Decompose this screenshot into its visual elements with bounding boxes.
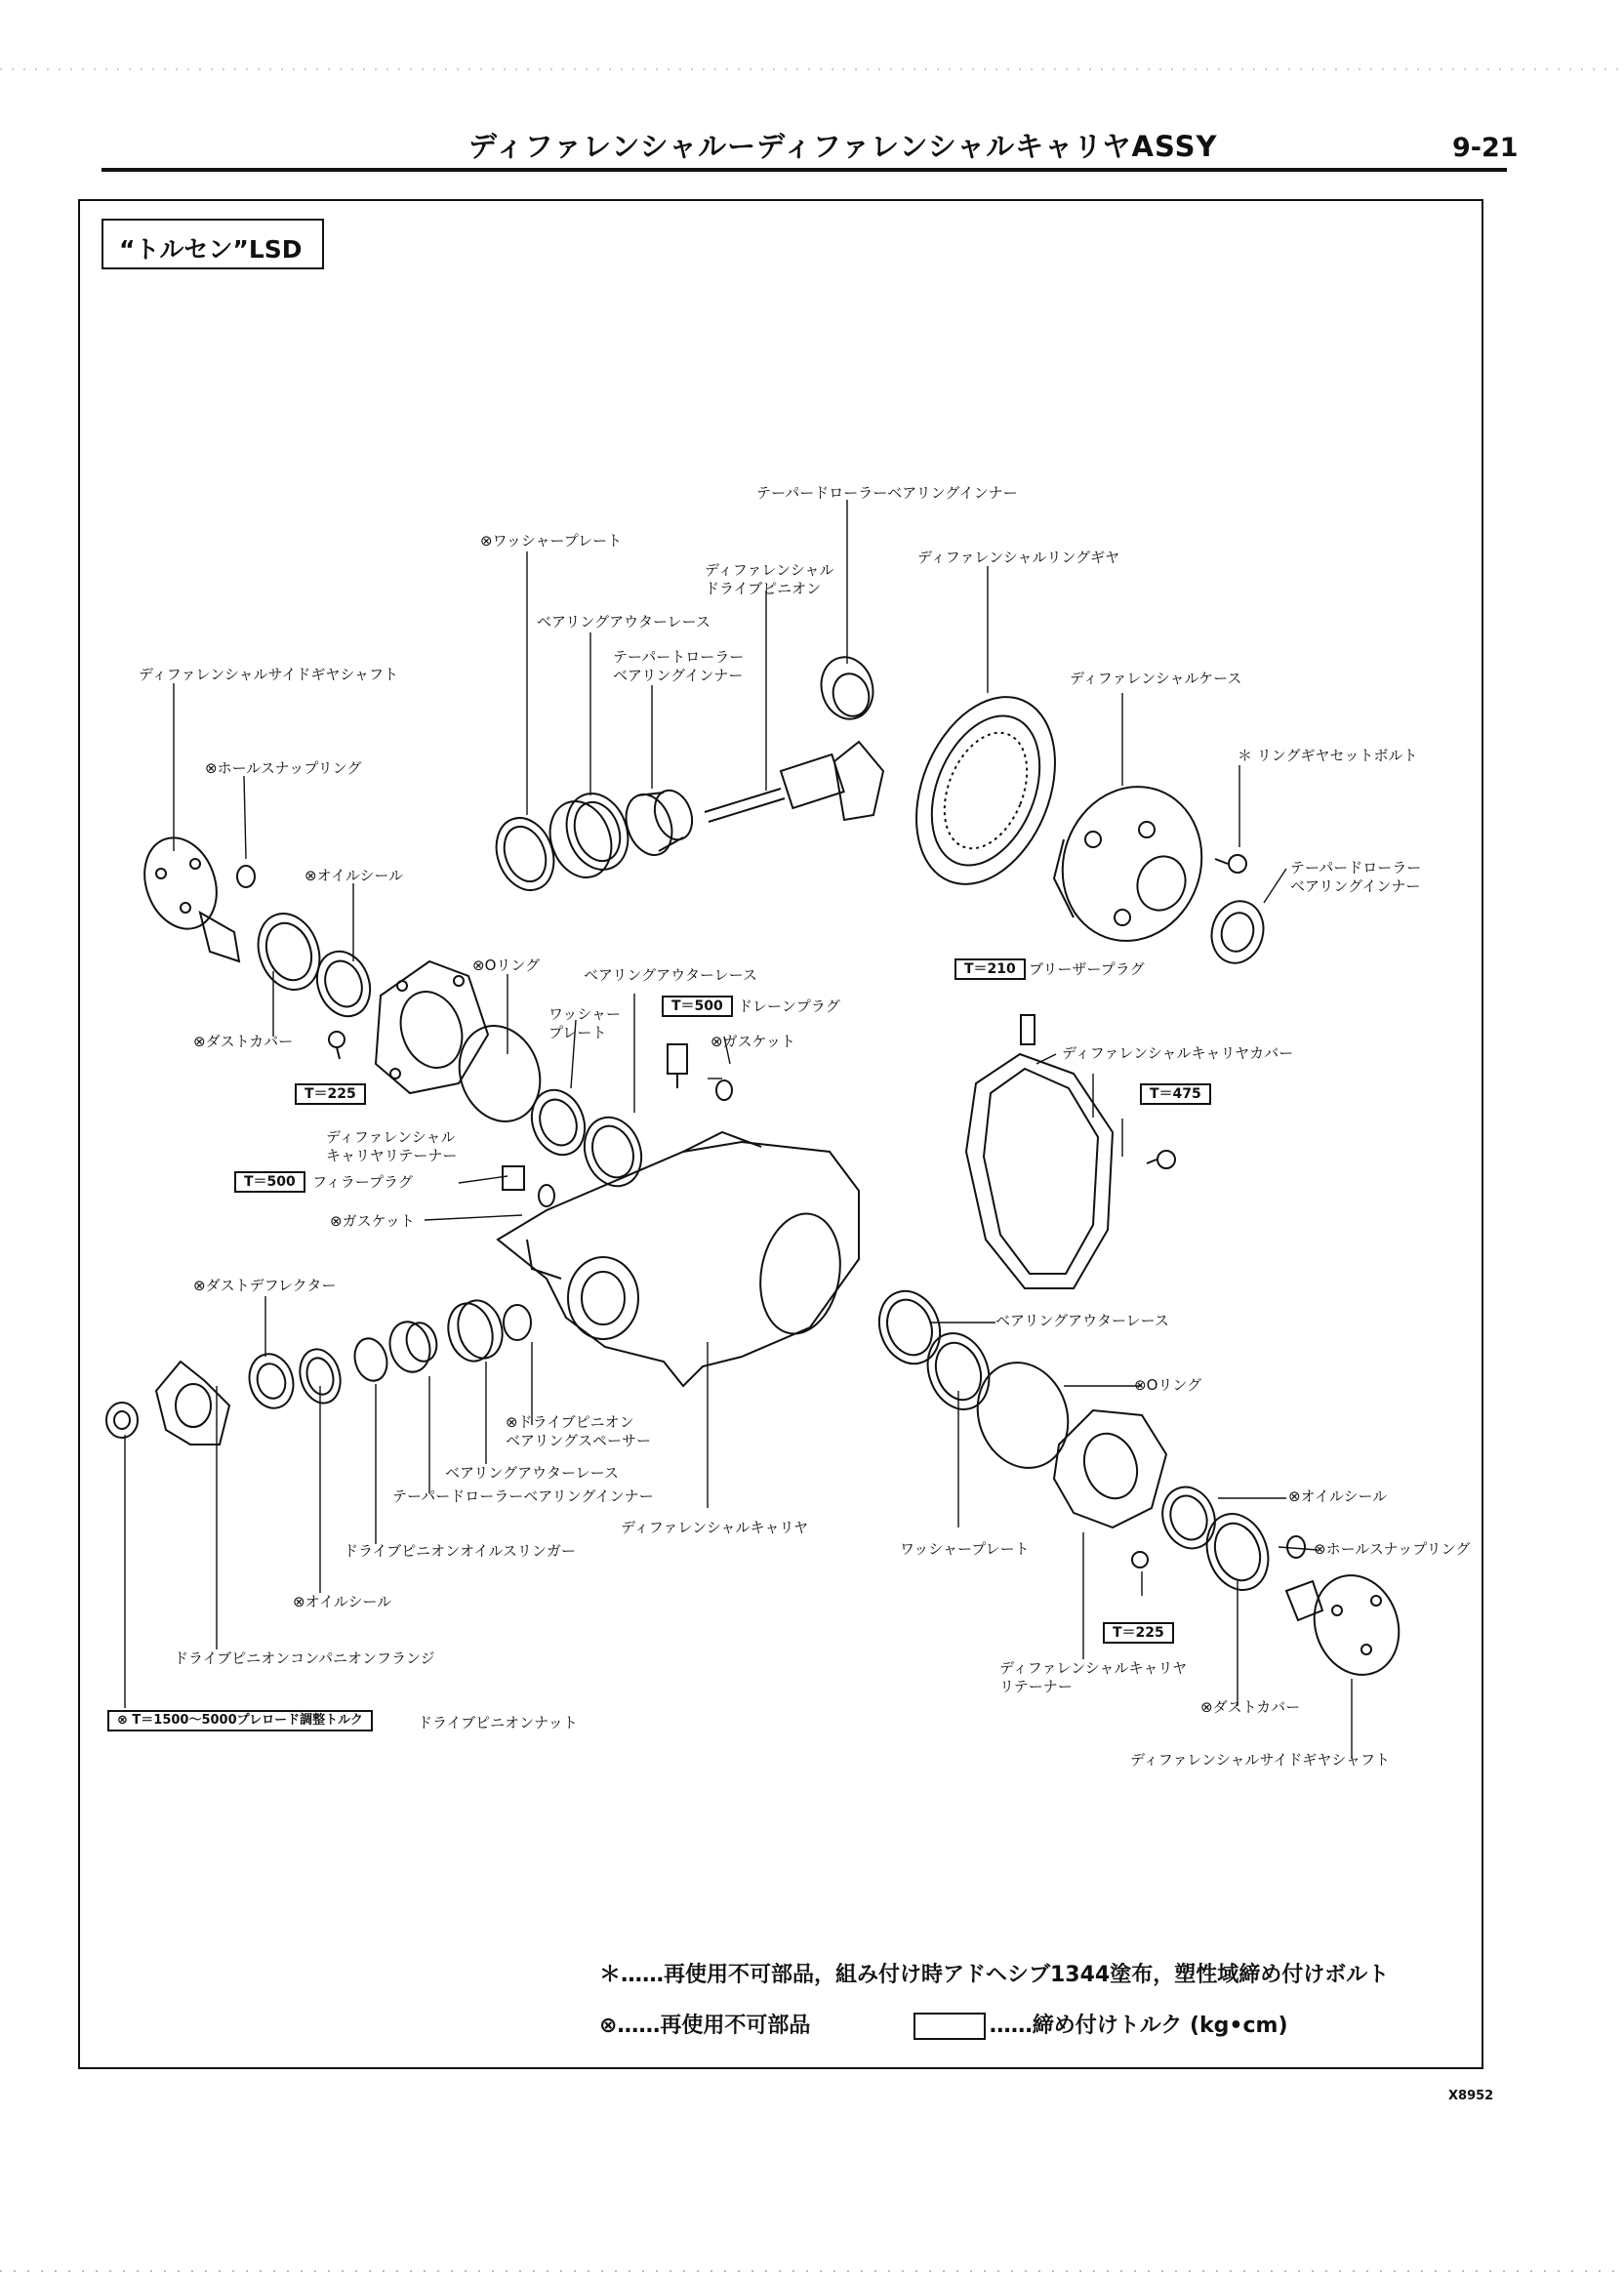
taper-roller-bearing-case bbox=[1205, 895, 1271, 968]
drain-plug bbox=[668, 1044, 687, 1088]
label-gasket-filler: ⊗ガスケット bbox=[330, 1212, 415, 1230]
page-number: 9-21 bbox=[1452, 133, 1519, 163]
bearing-outer-race-top bbox=[540, 785, 638, 886]
label-washer-plate-low: ワッシャープレート bbox=[900, 1540, 1030, 1558]
page-title: ディファレンシャルーディファレンシャルキャリヤASSY bbox=[468, 130, 1218, 163]
filler-plug bbox=[503, 1166, 524, 1190]
torque-retainer-left: T＝225 bbox=[295, 1083, 366, 1105]
label-taper-roller-inner-right: テーパードローラー ベアリングインナー bbox=[1290, 859, 1422, 895]
dust-deflector bbox=[244, 1349, 300, 1412]
label-oil-slinger: ドライブピニオンオイルスリンガー bbox=[344, 1542, 576, 1560]
label-taper-roller-inner-pinion: テーパードローラーベアリングインナー bbox=[756, 484, 1018, 502]
legend-line-1: ＊……再使用不可部品，組み付け時アドヘシブ1344塗布，塑性域締め付けボルト bbox=[599, 1963, 1390, 1987]
torque-breather-plug: T＝210 bbox=[954, 958, 1026, 980]
torque-retainer-right: T＝225 bbox=[1103, 1622, 1174, 1644]
pinion-bearing-spacer bbox=[504, 1305, 531, 1340]
torque-preload bbox=[107, 1710, 373, 1731]
label-hole-snap-ring-right: ⊗ホールスナップリング bbox=[1314, 1540, 1471, 1558]
legend-torque-box bbox=[914, 2013, 986, 2040]
label-carrier-retainer-left: ディファレンシャル キャリヤリテーナー bbox=[326, 1128, 458, 1164]
label-o-ring-right: ⊗Oリング bbox=[1134, 1376, 1202, 1394]
breather-plug bbox=[1021, 1015, 1035, 1044]
label-diff-case: ディファレンシャルケース bbox=[1070, 670, 1242, 687]
hole-snap-ring-right bbox=[1287, 1536, 1305, 1558]
legend-torque: ……締め付けトルク (kg•cm) bbox=[989, 2014, 1288, 2038]
label-hole-snap-ring-left: ⊗ホールスナップリング bbox=[205, 759, 362, 777]
label-bearing-outer-race-low: ベアリングアウターレース bbox=[445, 1464, 619, 1482]
label-gasket-drain: ⊗ガスケット bbox=[710, 1033, 795, 1050]
drive-pinion-nut bbox=[106, 1403, 138, 1438]
label-diff-carrier: ディファレンシャルキャリヤ bbox=[621, 1519, 809, 1536]
label-bearing-outer-race-top: ベアリングアウターレース bbox=[537, 613, 710, 631]
bolt-left bbox=[329, 1032, 345, 1059]
bolt-right bbox=[1132, 1552, 1148, 1568]
ring-gear-set-bolt bbox=[1215, 855, 1246, 873]
diff-case bbox=[1041, 767, 1223, 960]
drive-pinion bbox=[705, 742, 883, 822]
gasket-filler bbox=[539, 1185, 554, 1206]
label-ring-gear-set-bolt: ＊ リングギヤセットボルト bbox=[1238, 747, 1418, 764]
side-gear-shaft-right bbox=[1286, 1564, 1412, 1687]
legend-line-2 bbox=[599, 2009, 1288, 2040]
label-taper-roller-inner-low: テーパードローラーベアリングインナー bbox=[392, 1487, 654, 1505]
label-drain-plug: ドレーンプラグ bbox=[738, 998, 840, 1015]
oil-seal-right bbox=[1155, 1480, 1224, 1556]
diff-carrier-housing bbox=[498, 1132, 859, 1386]
torque-drain-plug: T＝500 bbox=[662, 996, 733, 1017]
label-side-gear-shaft-left: ディファレンシャルサイドギヤシャフト bbox=[139, 666, 398, 683]
torque-preload-text: T＝1500〜5000プレロード調整トルク bbox=[132, 1713, 363, 1728]
label-dust-cover-left: ⊗ダストカバー bbox=[193, 1033, 294, 1050]
preload-symbol: ⊗ bbox=[117, 1713, 133, 1728]
label-bearing-outer-race-right: ベアリングアウターレース bbox=[995, 1312, 1169, 1329]
label-oil-seal-low: ⊗オイルシール bbox=[293, 1593, 392, 1610]
label-dust-cover-right: ⊗ダストカバー bbox=[1200, 1698, 1301, 1716]
hole-snap-ring-left bbox=[237, 866, 255, 887]
label-filler-plug: フィラープラグ bbox=[312, 1173, 414, 1191]
section-tab: “トルセン”LSD bbox=[102, 219, 324, 269]
label-diff-drive-pinion: ディファレンシャル ドライブピニオン bbox=[705, 561, 834, 597]
retainer-left bbox=[376, 961, 488, 1093]
label-washer-plate-mid: ワッシャー プレート bbox=[548, 1005, 621, 1041]
label-dust-deflector: ⊗ダストデフレクター bbox=[193, 1277, 337, 1294]
ring-gear bbox=[890, 676, 1080, 905]
label-side-gear-shaft-right: ディファレンシャルサイドギヤシャフト bbox=[1130, 1751, 1390, 1769]
taper-roller-bearing-top bbox=[618, 785, 698, 861]
torque-carrier-cover: T＝475 bbox=[1140, 1083, 1211, 1105]
taper-roller-bearing-low bbox=[385, 1318, 441, 1377]
label-carrier-retainer-right: ディファレンシャルキャリヤ リテーナー bbox=[999, 1659, 1188, 1695]
label-bearing-outer-race-mid: ベアリングアウターレース bbox=[584, 966, 757, 984]
scan-artifact-bottom bbox=[0, 2270, 1624, 2272]
side-gear-shaft-left bbox=[133, 828, 239, 961]
label-oil-seal-right: ⊗オイルシール bbox=[1288, 1487, 1388, 1505]
document-number: X8952 bbox=[1448, 2089, 1494, 2103]
leader-lines bbox=[125, 500, 1352, 1759]
label-washer-plate-top: ⊗ワッシャープレート bbox=[480, 532, 623, 550]
label-o-ring-left: ⊗Oリング bbox=[472, 957, 541, 974]
label-drive-pinion-nut: ドライブピニオンナット bbox=[418, 1714, 578, 1731]
companion-flange bbox=[156, 1362, 229, 1445]
bearing-outer-race-low bbox=[442, 1295, 508, 1365]
torque-filler-plug: T＝500 bbox=[234, 1171, 305, 1193]
label-companion-flange: ドライブピニオンコンパニオンフランジ bbox=[174, 1649, 435, 1667]
washer-plate-mid bbox=[523, 1082, 593, 1162]
label-taper-roller-inner-top: テーパートローラー ベアリングインナー bbox=[613, 648, 745, 684]
gasket-drain bbox=[716, 1080, 732, 1100]
legend-nonreusable: ⊗……再使用不可部品 bbox=[599, 2014, 811, 2038]
label-breather-plug: ブリーザープラグ bbox=[1029, 960, 1145, 978]
bearing-outer-race-right bbox=[870, 1282, 950, 1372]
retainer-right bbox=[1054, 1410, 1166, 1527]
carrier-cover bbox=[966, 1054, 1113, 1288]
label-diff-ring-gear: ディファレンシャルリングギヤ bbox=[917, 549, 1120, 566]
oil-slinger bbox=[350, 1335, 391, 1385]
label-oil-seal-left: ⊗オイルシール bbox=[304, 867, 404, 884]
label-carrier-cover: ディファレンシャルキャリヤカバー bbox=[1062, 1044, 1294, 1062]
label-pinion-bearing-spacer: ⊗ドライブピニオン ベアリングスペーサー bbox=[506, 1413, 651, 1449]
bolt-cover bbox=[1147, 1151, 1175, 1168]
